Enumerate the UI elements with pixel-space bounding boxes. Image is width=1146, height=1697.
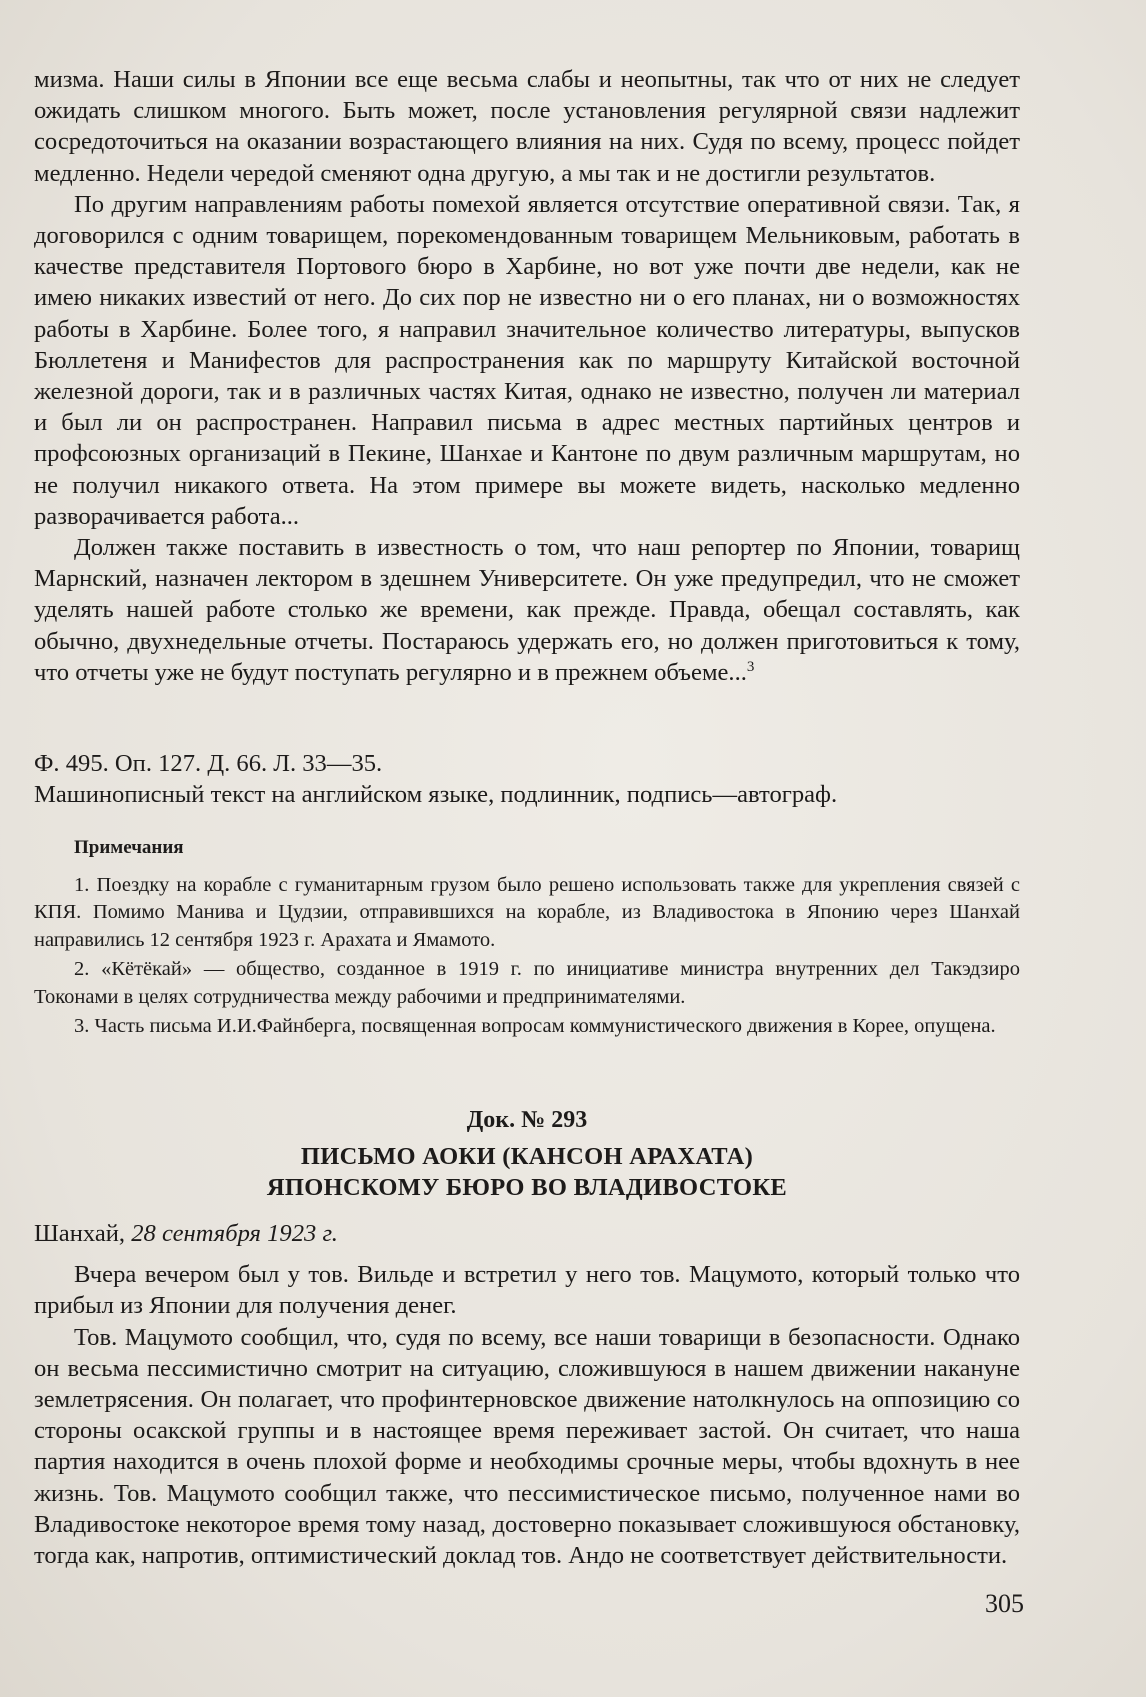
place: Шанхай, — [34, 1220, 126, 1247]
document-number: Док. № 293 — [466, 1107, 588, 1133]
document-title-line-1: ПИСЬМО АОКИ (КАНСОН АРАХАТА) — [300, 1143, 754, 1170]
date: 28 сентября 1923 г. — [131, 1220, 338, 1247]
letter-paragraph-2: Тов. Мацумото сообщил, что, судя по всему, все наши товарищи в безопасности. Однако он весьма пессимистично смотрит на ситуацию, сложившуюся в нашем движении накануне землетрясения. Он полагает, что профинтерновское движение натолкнулось на оппозицию со стороны осакской группы и в настоящее время переживает застой. Он считает, что наша партия находится в очень плохой форме и необходимы срочные меры, чтобы вдохнуть в нее жизнь. Тов. Мацумото сообщил также, что пессимистическое письмо, полученное нами во Владивостоке некоторое время тому назад, достоверно показывает сложившуюся обстановку, тогда как, напротив, оптимистический доклад тов. Андо не соответствует действительности. — [34, 1323, 1020, 1570]
paragraph-3-text: Должен также поставить в известность о том, что наш репортер по Японии, товарищ Марнский, назначен лектором в здешнем Университете. Он уже предупредил, что не сможет уделять нашей работе столько же времени, как прежде. Правда, обещал составлять, как обычно, двухнедельные отчеты. Постараюсь удержать его, но должен приготовиться к тому, что отчеты уже не будут поступать регулярно и в прежнем объеме... — [34, 534, 1020, 686]
note-2: 2. «Кётёкай» — общество, созданное в 1919 г. по инициативе министра внутренних дел Такэдзиро Токонами в целях сотрудничества между рабочими и предпринимателями. — [34, 958, 1020, 1008]
paragraph-2: По другим направлениям работы помехой является отсутствие оперативной связи. Так, я договорился с одним товарищем, порекомендованным товарищем Мельниковым, работать в качестве представителя Портового бюро в Харбине, но вот уже почти две недели, как не имею никаких известий от него. До сих пор не известно ни о его планах, ни о возможностях работы в Харбине. Более того, я направил значительное количество литературы, выпусков Бюллетеня и Манифестов для распространения как по маршруту Китайской восточной железной дороги, так и в различных частях Китая, однако не известно, получен ли материал и был ли он распространен. Направил письма в адрес местных партийных центров и профсоюзных организаций в Пекине, Шанхае и Кантоне по двум различным маршрутам, но не получил никакого ответа. На этом примере вы можете видеть, насколько медленно разворачивается работа... — [34, 190, 1020, 530]
document-heading — [34, 1105, 1020, 1203]
paragraph-1: мизма. Наши силы в Японии все еще весьма слабы и неопытны, так что от них не следует ожидать слишком многого. Быть может, после установления регулярной связи надлежит сосредоточиться на оказании возрастающего влияния на них. Судя по всему, процесс пойдет медленно. Недели чередой сменяют одна другую, а мы так и не достигли результатов. — [34, 66, 1020, 187]
letter-continuation — [34, 64, 1020, 688]
notes-section — [34, 834, 1020, 1041]
note-3: 3. Часть письма И.И.Файнберга, посвященная вопросам коммунистического движения в Корее, опущена. — [74, 1015, 996, 1037]
source-note: Машинописный текст на английском языке, подлинник, подпись—автограф. — [34, 781, 838, 809]
archive-reference: Ф. 495. Оп. 127. Д. 66. Л. 33—35. — [34, 750, 383, 777]
paragraph-3 — [34, 532, 1020, 688]
place-date-line — [34, 1218, 1020, 1249]
document-title-line-2: ЯПОНСКОМУ БЮРО ВО ВЛАДИВОСТОКЕ — [266, 1174, 788, 1201]
note-1: 1. Поездку на корабле с гуманитарным грузом было решено использовать также для укрепления связей с КПЯ. Помимо Манива и Цудзии, отправившихся на корабле, из Владивостока в Японию через Шанхай направились 12 сентября 1923 г. Арахата и Ямамото. — [34, 873, 1020, 951]
footnote-reference: 3 — [746, 658, 755, 675]
archive-reference-block — [34, 748, 1020, 810]
page-number: 305 — [985, 1589, 1024, 1618]
notes-heading: Примечания — [74, 837, 184, 858]
letter-body — [34, 1218, 1020, 1571]
letter-paragraph-1: Вчера вечером был у тов. Вильде и встретил у него тов. Мацумото, который только что прибыл из Японии для получения денег. — [34, 1261, 1020, 1320]
